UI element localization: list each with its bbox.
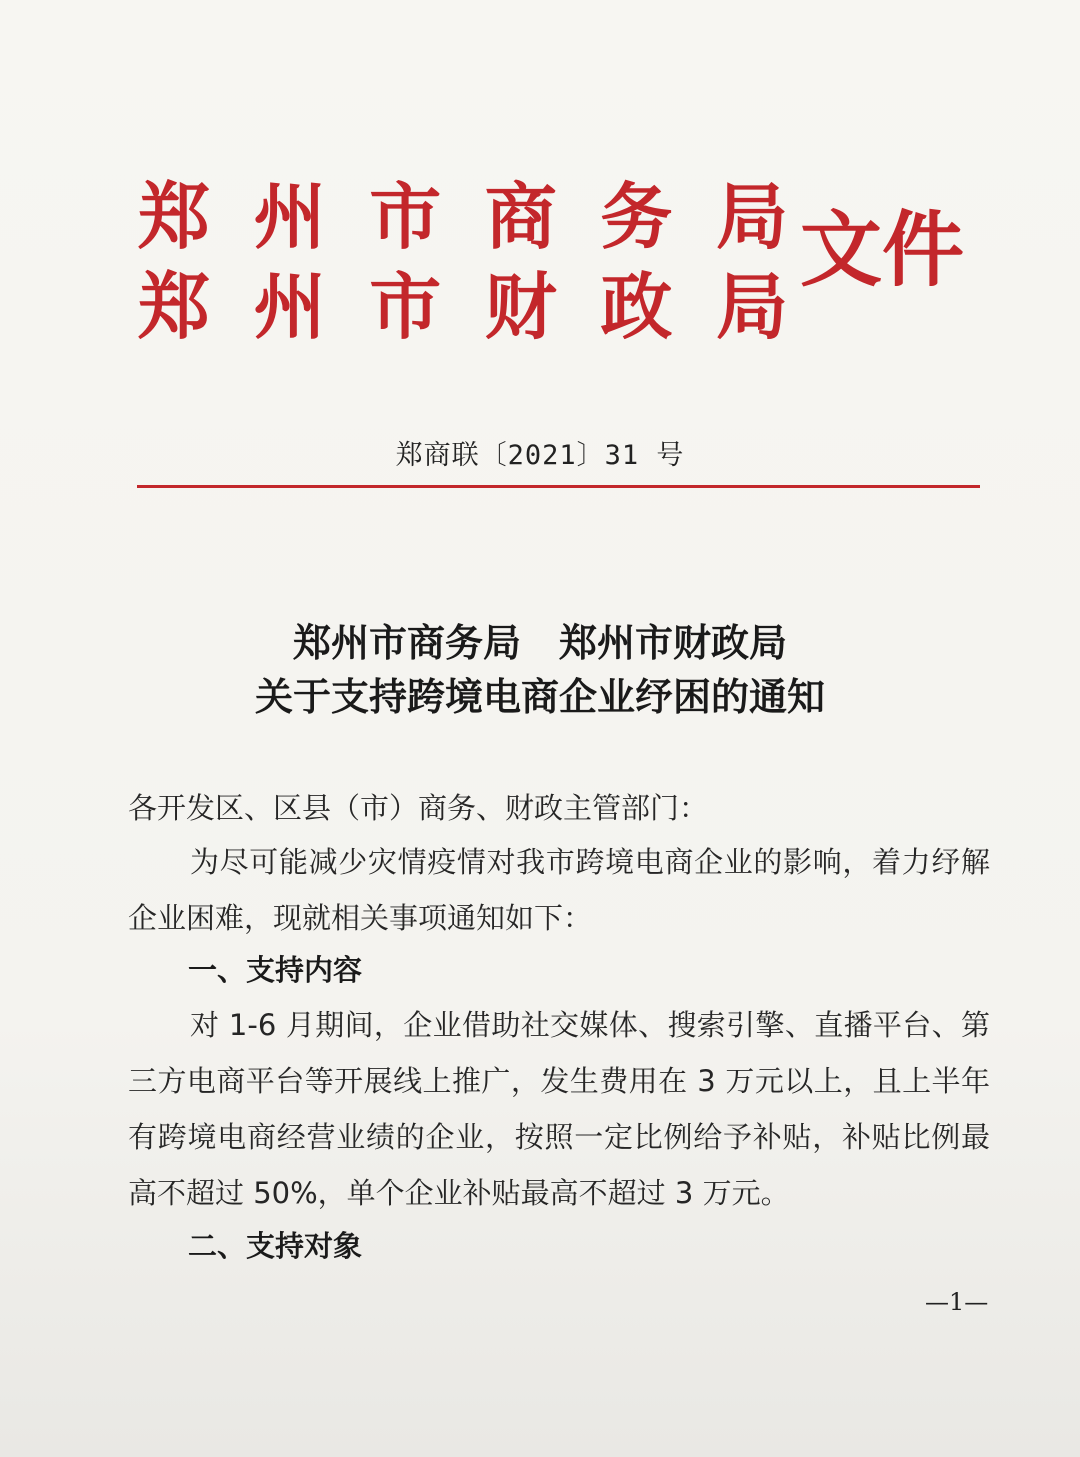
section-2-heading: 二、支持对象: [188, 1229, 363, 1263]
letterhead-char: 市: [369, 264, 442, 349]
letterhead-char: 商: [484, 174, 557, 259]
salutation: 各开发区、区县（市）商务、财政主管部门：: [128, 791, 709, 825]
letterhead-divider: [137, 485, 980, 488]
letterhead-char: 政: [600, 264, 673, 349]
letterhead-char: 州: [253, 264, 326, 349]
letterhead-suffix: 文件: [800, 202, 965, 298]
letterhead-char: 局: [715, 174, 788, 259]
intro-paragraph: 为尽可能减少灾情疫情对我市跨境电商企业的影响，着力纾解企业困难，现就相关事项通知如下：: [128, 845, 990, 935]
letterhead-agency-commerce: [138, 172, 788, 262]
letterhead-char: 财: [484, 264, 557, 349]
section-1-heading: 一、支持内容: [188, 953, 363, 987]
section-1-body: 对 1-6 月期间，企业借助社交媒体、搜索引擎、直播平台、第三方电商平台等开展线上推广，发生费用在 3 万元以上，且上半年有跨境电商经营业绩的企业，按照一定比例给予补贴，补贴比例最高不超过 50%，单个企业补贴最高不超过 3 万元。: [128, 1008, 990, 1210]
letterhead-char: 局: [715, 264, 788, 349]
letterhead-agency-finance: [138, 262, 788, 352]
page-number: —1—: [925, 1288, 989, 1316]
letterhead-char: 郑: [138, 264, 211, 349]
letterhead-char: 郑: [138, 174, 211, 259]
document-number: 郑商联〔2021〕31 号: [395, 440, 685, 471]
title-line-1: 郑州市商务局 郑州市财政局: [292, 620, 787, 665]
letterhead-char: 州: [253, 174, 326, 259]
letterhead-char: 务: [600, 174, 673, 259]
letterhead-char: 市: [369, 174, 442, 259]
title-line-2: 关于支持跨境电商企业纾困的通知: [254, 674, 825, 719]
